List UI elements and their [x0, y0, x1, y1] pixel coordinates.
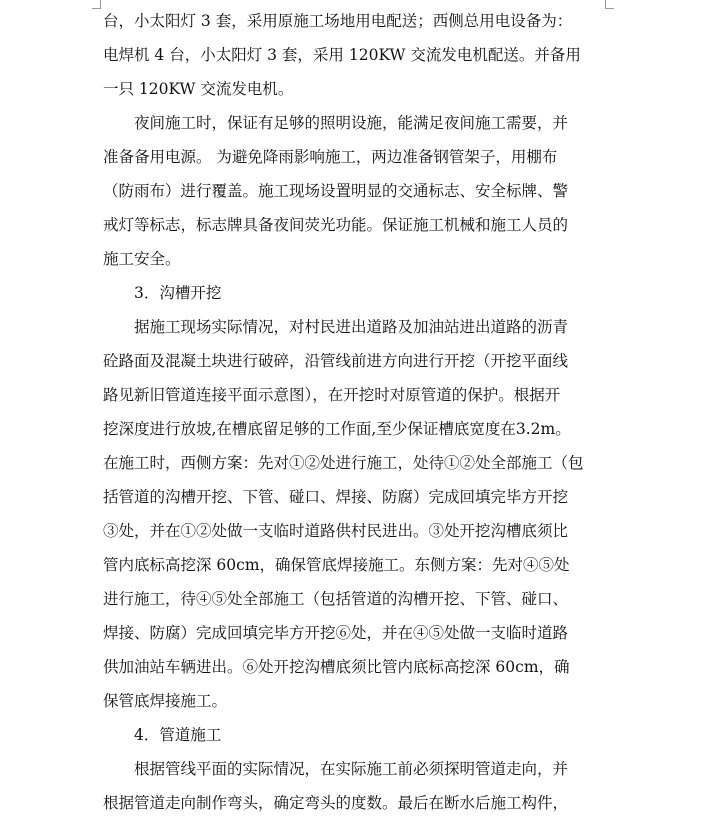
- text-line: （防雨布）进行覆盖。施工现场设置明显的交通标志、安全标牌、警: [103, 182, 569, 200]
- text-line: 戒灯等标志，标志牌具备夜间荧光功能。保证施工机械和施工人员的: [103, 216, 569, 234]
- text-line: 在施工时，西侧方案：先对①②处进行施工，处待①②处全部施工（包: [103, 454, 584, 472]
- text-line: 根据管道走向制作弯头，确定弯头的度数。最后在断水后施工构件，: [103, 794, 569, 812]
- section-heading: 4．管道施工: [134, 726, 222, 744]
- text-line: 电焊机 4 台，小太阳灯 3 套，采用 120KW 交流发电机配送。并备用: [103, 46, 581, 64]
- text-line: 保管底焊接施工。: [103, 692, 228, 710]
- text-line: 据施工现场实际情况，对村民进出道路及加油站进出道路的沥青: [134, 318, 569, 336]
- text-line: 供加油站车辆进出。⑥处开挖沟槽底须比管内底标高挖深 60cm，确: [103, 658, 570, 676]
- text-line: 管内底标高挖深 60cm，确保管底焊接施工。东侧方案：先对④⑤处: [103, 556, 570, 574]
- text-line: 台，小太阳灯 3 套，采用原施工场地用电配送；西侧总用电设备为：: [103, 12, 573, 30]
- text-line: 焊接、防腐）完成回填完毕方开挖⑥处，并在④⑤处做一支临时道路: [103, 624, 569, 642]
- text-line: 进行施工，待④⑤处全部施工（包括管道的沟槽开挖、下管、碰口、: [103, 590, 569, 608]
- text-line: 括管道的沟槽开挖、下管、碰口、焊接、防腐）完成回填完毕方开挖: [103, 488, 569, 506]
- text-line: 施工安全。: [103, 250, 181, 268]
- text-line: 夜间施工时，保证有足够的照明设施，能满足夜间施工需要，并: [134, 114, 569, 132]
- text-line: 挖深度进行放坡,在槽底留足够的工作面,至少保证槽底宽度在3.2m。: [103, 420, 571, 438]
- text-line: ③处，并在①②处做一支临时道路供村民进出。③处开挖沟槽底须比: [103, 522, 569, 540]
- text-line: 根据管线平面的实际情况，在实际施工前必须探明管道走向，并: [134, 760, 569, 778]
- section-heading: 3．沟槽开挖: [134, 284, 222, 302]
- page-corner-mark-right: [605, 0, 614, 9]
- text-line: 准备备用电源。 为避免降雨影响施工，两边准备钢管架子，用棚布: [103, 148, 558, 166]
- page-corner-mark-left: [92, 0, 101, 9]
- text-line: 路见新旧管道连接平面示意图），在开挖时对原管道的保护。根据开: [103, 386, 561, 404]
- text-line: 一只 120KW 交流发电机。: [103, 80, 294, 98]
- text-line: 砼路面及混凝土块进行破碎，沿管线前进方向进行开挖（开挖平面线: [103, 352, 569, 370]
